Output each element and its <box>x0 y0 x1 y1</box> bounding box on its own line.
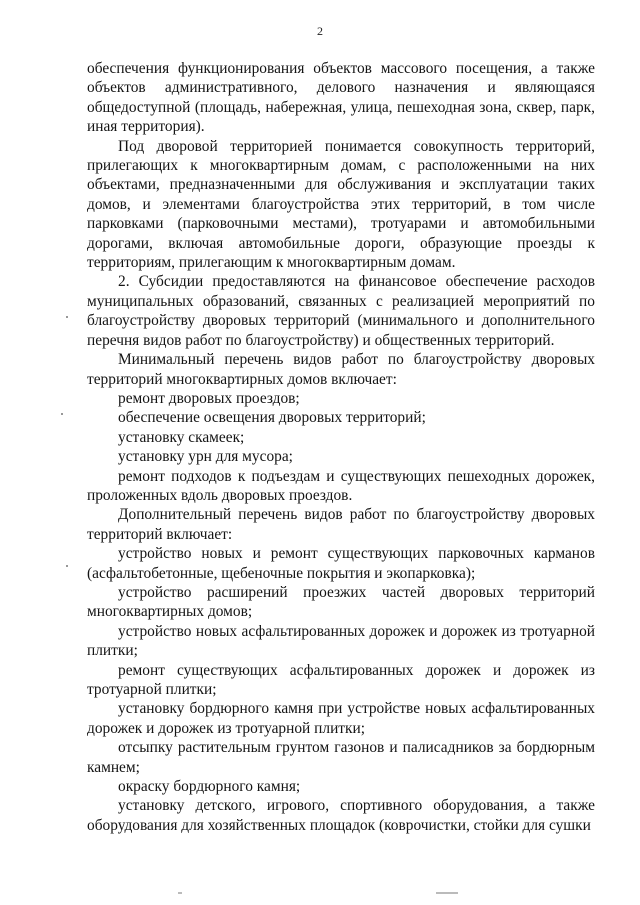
list-item: окраску бордюрного камня; <box>118 778 301 796</box>
list-item: установку урн для мусора; <box>118 448 293 466</box>
list-item: ремонт дворовых проездов; <box>118 389 300 407</box>
paragraph: 2. Субсидии предоставляются на финансовое обеспечение расходов муниципальных образований, связанных с реализацией мероприятий по благоустройству дворовых территорий (минимального и дополнительного перечня видов работ по благоустройству) и общественных территорий. <box>87 273 595 349</box>
page-number: 2 <box>317 24 323 38</box>
scan-speck <box>178 892 182 894</box>
scan-speck <box>436 892 458 894</box>
list-item: установку детского, игрового, спортивного оборудования, а также оборудования для хозяйственных площадок (коврочистки, стойки для сушки <box>87 797 595 834</box>
scan-speck <box>66 565 68 567</box>
paragraph: Дополнительный перечень видов работ по благоустройству дворовых территорий включает: <box>87 506 595 543</box>
list-item: обеспечение освещения дворовых территорий; <box>118 409 426 427</box>
list-item: ремонт существующих асфальтированных дорожек и дорожек из тротуарной плитки; <box>87 661 595 698</box>
list-item: установку бордюрного камня при устройстве новых асфальтированных дорожек и дорожек из тротуарной плитки; <box>87 700 595 737</box>
scan-speck <box>61 413 63 415</box>
list-item: отсыпку растительным грунтом газонов и палисадников за бордюрным камнем; <box>87 739 595 776</box>
paragraph: Минимальный перечень видов работ по благоустройству дворовых территорий многоквартирных домов включает: <box>87 351 595 388</box>
scan-speck <box>66 316 68 318</box>
list-item: ремонт подходов к подъездам и существующих пешеходных дорожек, проложенных вдоль дворовых проездов. <box>87 467 595 504</box>
list-item: установку скамеек; <box>118 428 245 446</box>
paragraph: Под дворовой территорией понимается совокупность территорий, прилегающих к многоквартирным домам, с расположенными на них объектами, предназначенными для обслуживания и эксплуатации таких домов, и элементами благоустройства этих территорий, в том числе парковками (парковочными местами), тротуарами и автомобильными дорогами, включая автомобильные дороги, образующие проезды к территориям, прилегающим к многоквартирным домам. <box>87 137 595 272</box>
paragraph: обеспечения функционирования объектов массового посещения, а также объектов административного, делового назначения и являющаяся общедоступной (площадь, набережная, улица, пешеходная зона, сквер, парк, иная территория). <box>87 60 595 136</box>
document-body <box>87 59 595 835</box>
list-item: устройство расширений проезжих частей дворовых территорий многоквартирных домов; <box>87 583 595 621</box>
list-item: устройство новых и ремонт существующих парковочных карманов (асфальтобетонные, щебеночные покрытия и экопарковка); <box>87 545 595 582</box>
list-item: устройство новых асфальтированных дорожек и дорожек из тротуарной плитки; <box>87 622 595 660</box>
